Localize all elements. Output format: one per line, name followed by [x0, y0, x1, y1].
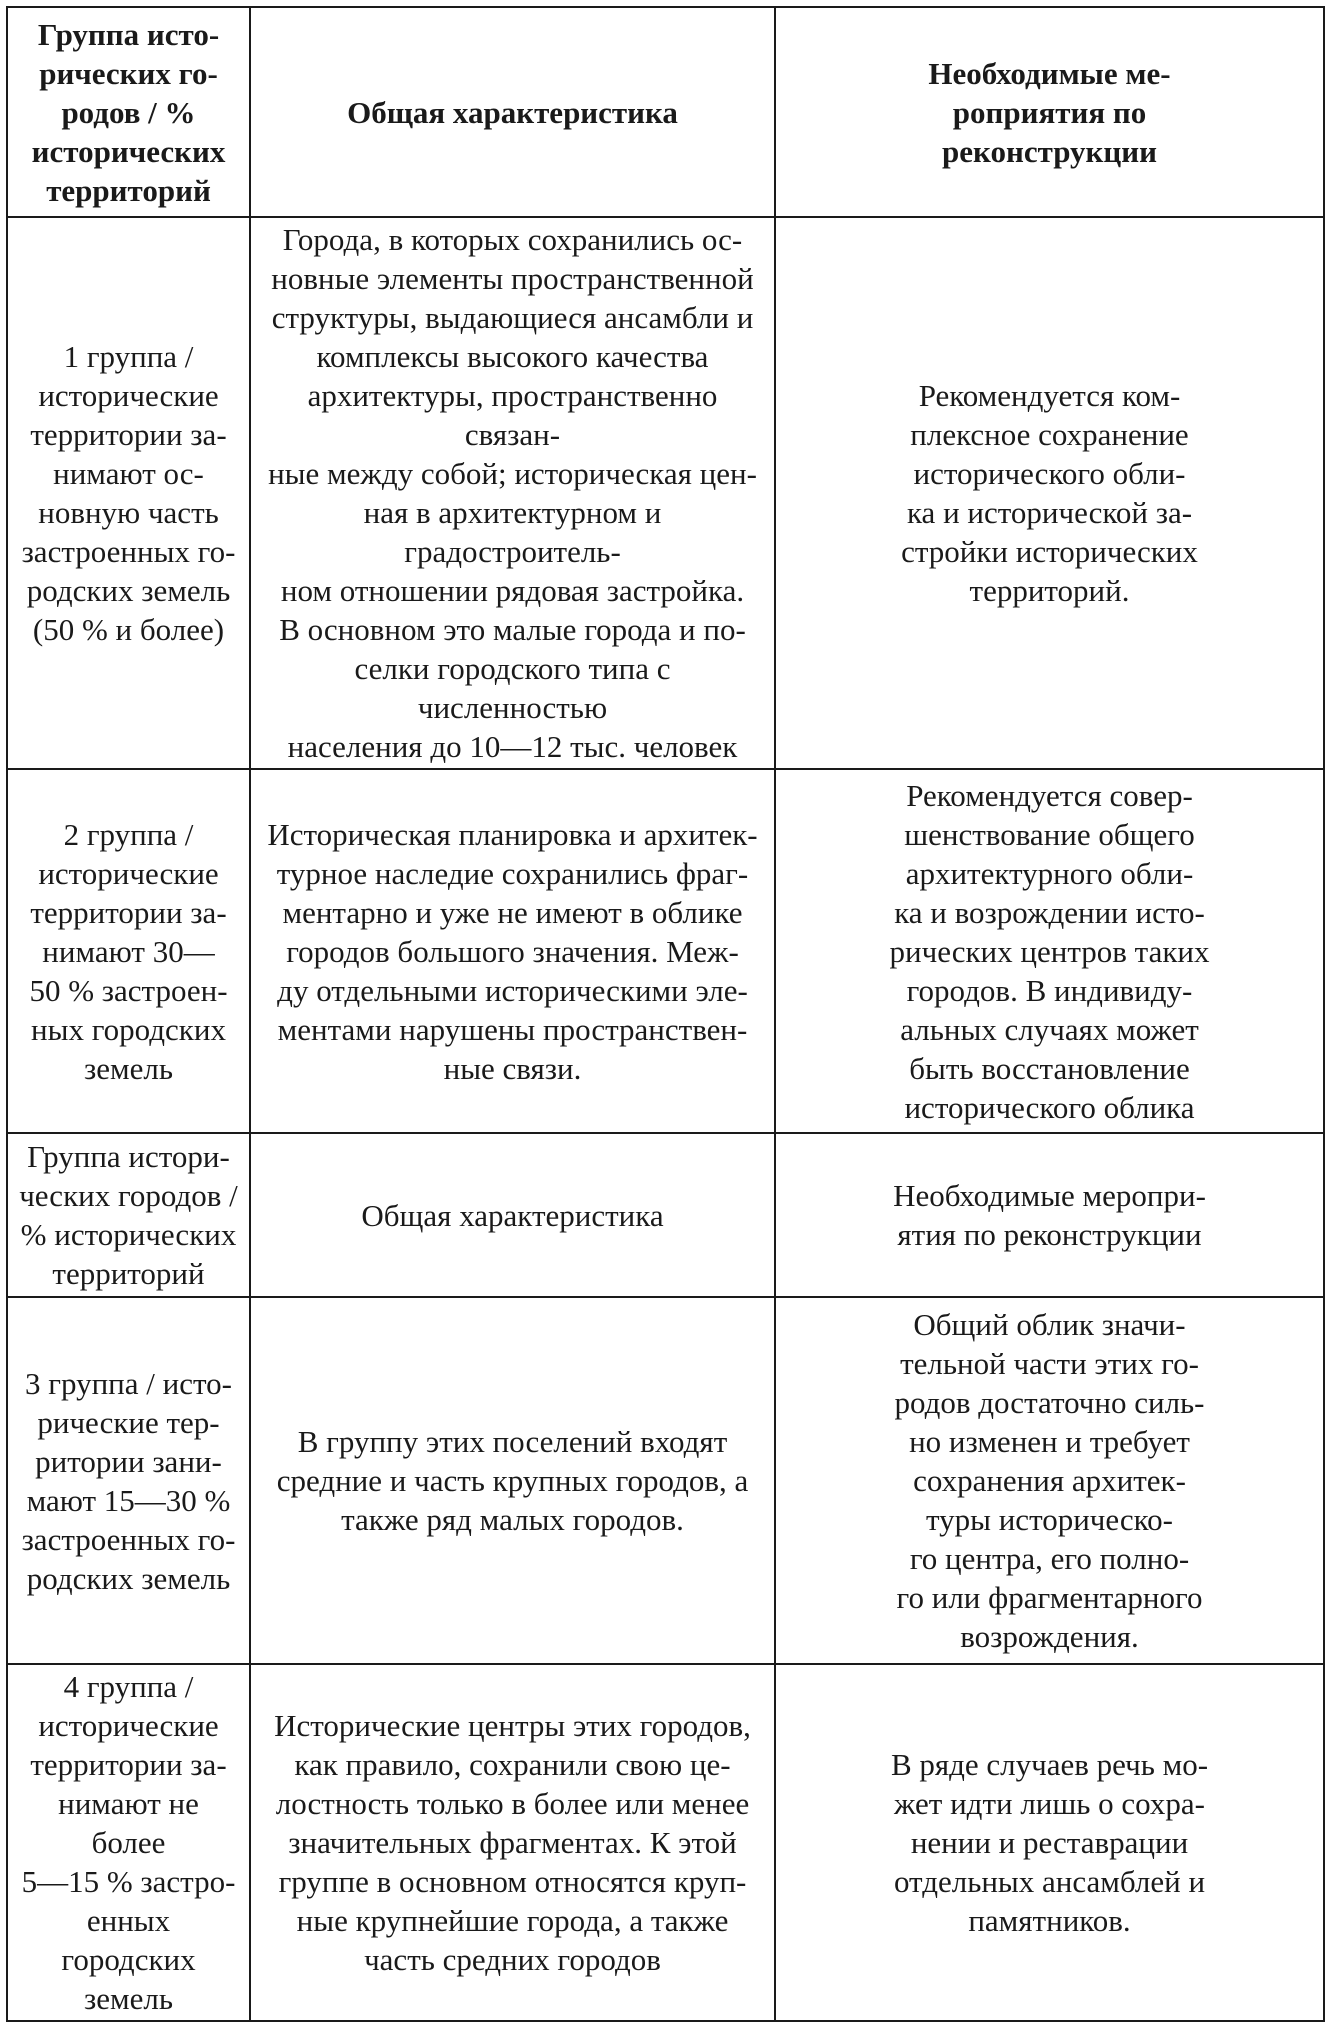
header-group-text: Группа исто- рических го- родов / % исторических территорий [31, 16, 226, 208]
characteristic-cell [250, 217, 775, 769]
table-row [7, 1664, 1324, 2021]
subheader-cell-characteristic [250, 1133, 775, 1297]
measures-cell [775, 1664, 1324, 2021]
header-cell-group [7, 7, 250, 217]
header-cell-characteristic [250, 7, 775, 217]
table-row [7, 769, 1324, 1133]
group-text: 4 группа / исторические территории за- нимают не более 5—15 % застро- енных городских земель [21, 1669, 236, 2016]
group-text: 3 группа / исто- рические тер- ритории зани- мают 15—30 % застроенных го- родских земель [21, 1365, 236, 1596]
subheader-group-text: Группа истори- ческих городов / % исторических территорий [19, 1139, 238, 1291]
characteristic-text: Историческая планировка и архитек- турное наследие сохранились фраг- ментарно и уже не имеют в облике городов большого значения. Меж- ду отдельными историческими эле- ментами нарушены пространствен- ные связи. [267, 816, 758, 1086]
measures-text: Рекомендуется совер- шенствование общего архитектурного обли- ка и возрождении исто- рических центров таких городов. В индивиду- альных случаях может быть восстановление исторического облика [889, 777, 1210, 1125]
measures-text: В ряде случаев речь мо- жет идти лишь о сохра- нении и реставрации отдельных ансамблей и памятников. [890, 1747, 1209, 1938]
characteristic-text: Исторические центры этих городов, как правило, сохранили свою це- лостность только в более или менее значительных фрагментах. К этой группе в основном относятся круп- ные крупнейшие города, а также часть средних городов [274, 1708, 751, 1977]
measures-text: Общий облик значи- тельной части этих го- родов достаточно силь- но изменен и требует сохранения архитек- туры историческо- го центра, его полно- го или фрагментарного возрождения. [894, 1307, 1205, 1654]
header-characteristic-text: Общая характеристика [347, 94, 678, 130]
characteristic-text: В группу этих поселений входят средние и часть крупных городов, а также ряд малых городов. [276, 1424, 749, 1537]
group-cell [7, 1664, 250, 2021]
table-row [7, 217, 1324, 769]
group-cell [7, 217, 250, 769]
table-subheader-row [7, 1133, 1324, 1297]
measures-cell [775, 1297, 1324, 1664]
measures-cell [775, 217, 1324, 769]
subheader-characteristic-text: Общая характеристика [361, 1197, 664, 1233]
group-text: 1 группа / исторические территории за- нимают ос- новную часть застроенных го- родских земель (50 % и более) [21, 339, 236, 647]
subheader-cell-group [7, 1133, 250, 1297]
reconstruction-table [6, 6, 1325, 2022]
table-row [7, 1297, 1324, 1664]
header-cell-measures [775, 7, 1324, 217]
characteristic-cell [250, 1297, 775, 1664]
measures-cell [775, 769, 1324, 1133]
characteristic-text: Города, в которых сохранились ос- новные элементы пространственной структуры, выдающиеся ансамбли и комплексы высокого качества архитектуры, пространственно связан- ные между собой; историческая цен- ная в архитектурном и градостроитель- ном отношении рядовая застройка. В основном это малые города и по- селки городского типа с численностью населения до 10—12 тыс. человек [268, 222, 757, 764]
characteristic-cell [250, 769, 775, 1133]
table-header-row [7, 7, 1324, 217]
group-cell [7, 769, 250, 1133]
group-text: 2 группа / исторические территории за- нимают 30— 50 % застроен- ных городских земель [29, 816, 228, 1086]
header-measures-text: Необходимые ме- роприятия по реконструкции [928, 55, 1171, 169]
group-cell [7, 1297, 250, 1664]
subheader-measures-text: Необходимые меропри- ятия по реконструкции [893, 1178, 1206, 1252]
subheader-cell-measures [775, 1133, 1324, 1297]
measures-text: Рекомендуется ком- плексное сохранение исторического обли- ка и исторической за- стройки исторических территорий. [901, 378, 1198, 608]
characteristic-cell [250, 1664, 775, 2021]
